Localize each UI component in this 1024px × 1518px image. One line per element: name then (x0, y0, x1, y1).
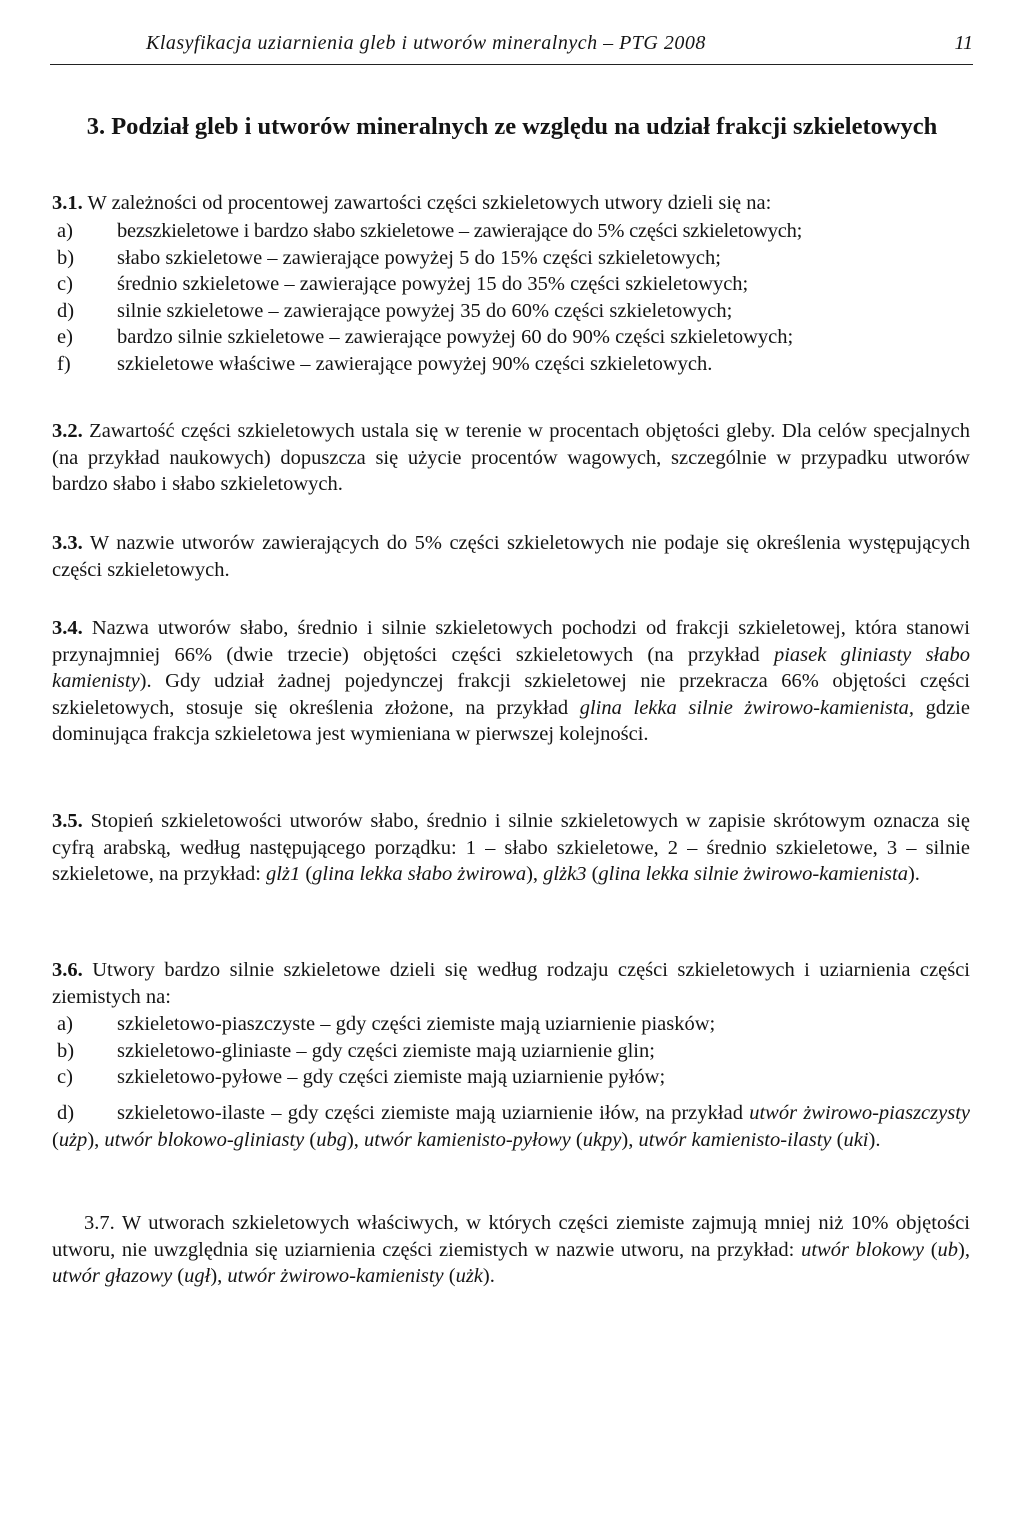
list-marker: a) (57, 1013, 73, 1035)
list-item-text: bardzo silnie szkieletowe – zawierające powyżej 60 do 90% części szkieletowych; (117, 326, 794, 348)
paragraph-3-4 (52, 615, 970, 748)
punctuation: ( (586, 863, 599, 885)
punctuation: ( (172, 1265, 185, 1287)
list-marker: d) (57, 299, 75, 322)
punctuation: ), (346, 1128, 365, 1151)
punctuation: ( (831, 1128, 844, 1151)
list-item-text: szkieletowo-piaszczyste – gdy części ziemiste mają uziarnienie piasków; (117, 1013, 716, 1035)
example-term: glina lekka słabo żwirowa (312, 863, 527, 885)
punctuation: ). (907, 863, 920, 885)
page-number: 11 (954, 32, 973, 54)
list-marker: e) (57, 326, 73, 348)
punctuation: ), (958, 1238, 970, 1261)
symbol-term: uki (843, 1128, 869, 1151)
list-item-text: średnio szkieletowe – zawierające powyżej 15 do 35% części szkieletowych; (117, 273, 749, 295)
paragraph-3-3 (52, 530, 970, 583)
symbol-term: glżk3 (543, 863, 587, 885)
list-3-6 (52, 1011, 970, 1091)
paragraph-text: Nazwa utworów słabo, średnio i silnie szkieletowych pochodzi od frakcji szkieletowej, która stanowi przynajmniej 66% (dwie trzecie) objętości części szkieletowych (na przykład (52, 617, 970, 666)
example-term: glina lekka silnie żwirowo-kamienista, (579, 696, 914, 719)
list-item-text: słabo szkieletowe – zawierające powyżej 5 do 15% części szkieletowych; (117, 246, 721, 269)
page-header (50, 30, 973, 65)
example-term: utwór blokowy (801, 1238, 924, 1261)
list-marker: b) (57, 246, 75, 269)
paragraph-3-7 (52, 1210, 970, 1290)
list-item (52, 245, 970, 272)
list-marker: b) (57, 1039, 75, 1062)
list-item (52, 1011, 970, 1038)
list-item (52, 271, 970, 298)
example-term: utwór kamienisto-ilasty (638, 1128, 832, 1151)
list-item-text: silnie szkieletowe – zawierające powyżej 35 do 60% części szkieletowych; (117, 299, 733, 322)
symbol-term: ugł (184, 1265, 211, 1287)
symbol-term: użp (58, 1128, 88, 1151)
section-heading: 3. Podział gleb i utworów mineralnych ze względu na udział frakcji szkieletowych (86, 113, 938, 140)
list-item-text: szkieletowo-ilaste – gdy części ziemiste mają uziarnienie iłów, na przykład (117, 1102, 750, 1124)
list-item (52, 1064, 970, 1091)
punctuation: ( (923, 1238, 938, 1261)
paragraph-3-6-intro (52, 957, 970, 1010)
list-item (52, 298, 970, 325)
symbol-term: ub (937, 1238, 959, 1261)
example-term: utwór żwirowo-kamienisty (227, 1265, 444, 1287)
list-item-d (52, 1100, 970, 1153)
punctuation: ( (304, 1128, 317, 1151)
list-item-text: bezszkieletowe i bardzo słabo szkieletowe – zawierające do 5% części szkieletowych; (117, 220, 803, 242)
example-term: utwór głazowy (52, 1265, 173, 1287)
section-number: 3.5. (52, 810, 83, 832)
section-number: 3.3. (52, 532, 83, 554)
example-term: glina lekka silnie żwirowo-kamienista (598, 863, 908, 885)
list-item-text: szkieletowo-pyłowe – gdy części ziemiste mają uziarnienie pyłów; (117, 1066, 666, 1088)
punctuation: ). (482, 1265, 495, 1287)
paragraph-text: Utwory bardzo silnie szkieletowe dzieli się według rodzaju części szkieletowych i uziarnienia części ziemistych na: (52, 959, 970, 1008)
punctuation: ), (210, 1265, 228, 1287)
list-marker: f) (57, 352, 71, 375)
list-3-1 (52, 218, 970, 377)
punctuation: ), (621, 1128, 639, 1151)
example-term: utwór żwirowo-piaszczysty (749, 1102, 970, 1124)
section-number: 3.2. (52, 420, 83, 442)
list-item-text: szkieletowo-gliniaste – gdy części ziemiste mają uziarnienie glin; (117, 1039, 655, 1062)
list-marker: c) (57, 1066, 73, 1088)
example-term: piasek gliniasty słabo kamienisty (52, 643, 970, 692)
paragraph-text: Stopień szkieletowości utworów słabo, średnio i silnie szkieletowych w zapisie skrótowym oznacza się cyfrą arabską, według następującego porządku: 1 – słabo szkieletowe, 2 – średnio szkieletowe, 3 – silnie szkieletowe, na przykład: (52, 810, 970, 885)
punctuation: ( (443, 1265, 456, 1287)
paragraph-3-1-intro (52, 190, 970, 217)
list-item (52, 1038, 970, 1065)
paragraph-text: ). Gdy udział żadnej pojedynczej frakcji szkieletowej nie przekracza 66% objętości części szkieletowych, stosuje się określenia złożone, na przykład (52, 670, 970, 719)
running-title: Klasyfikacja uziarnienia gleb i utworów mineralnych – PTG 2008 (146, 32, 706, 54)
paragraph-text: gdzie dominująca frakcja szkieletowa jest wymieniana w pierwszej kolejności. (52, 696, 970, 745)
example-term: utwór kamienisto-pyłowy (364, 1128, 571, 1151)
section-number: 3.4. (52, 617, 83, 639)
paragraph-text: W utworach szkieletowych właściwych, w których części ziemiste zajmują mniej niż 10% objętości utworu, nie uwzględnia się uziarnienia części ziemistych w nazwie utworu, na przykład: (52, 1212, 970, 1261)
punctuation: ( (52, 1128, 59, 1151)
symbol-term: ukpy (582, 1128, 622, 1151)
paragraph-text: Zawartość części szkieletowych ustala się w terenie w procentach objętości gleby. Dla celów specjalnych (na przykład naukowych) dopuszcza się użycie procentów wagowych, szczególnie w przypadku utworów bardzo słabo i słabo szkieletowych. (52, 420, 970, 495)
symbol-term: użk (455, 1265, 483, 1287)
list-item (52, 324, 970, 351)
section-number: 3.7. (84, 1212, 115, 1234)
symbol-term: glż1 (266, 863, 301, 885)
punctuation: ( (300, 863, 313, 885)
punctuation: ( (570, 1128, 583, 1151)
punctuation: ). (868, 1128, 881, 1151)
paragraph-3-2 (52, 418, 970, 498)
list-item-text: szkieletowe właściwe – zawierające powyżej 90% części szkieletowych. (117, 352, 713, 375)
list-item (52, 351, 970, 378)
example-term: utwór blokowo-gliniasty (104, 1128, 305, 1151)
section-number: 3.1. (52, 192, 83, 214)
section-number: 3.6. (52, 959, 83, 981)
paragraph-text: W nazwie utworów zawierających do 5% części szkieletowych nie podaje się określenia występujących części szkieletowych. (52, 532, 970, 581)
punctuation: ), (526, 863, 544, 885)
list-marker: c) (57, 273, 73, 295)
paragraph-3-5 (52, 808, 970, 888)
paragraph-text: W zależności od procentowej zawartości części szkieletowych utwory dzieli się na: (82, 192, 772, 214)
punctuation: ), (87, 1128, 105, 1151)
list-marker: a) (57, 220, 73, 242)
list-marker: d) (57, 1102, 75, 1124)
list-item (52, 218, 970, 245)
symbol-term: ubg (316, 1128, 347, 1151)
